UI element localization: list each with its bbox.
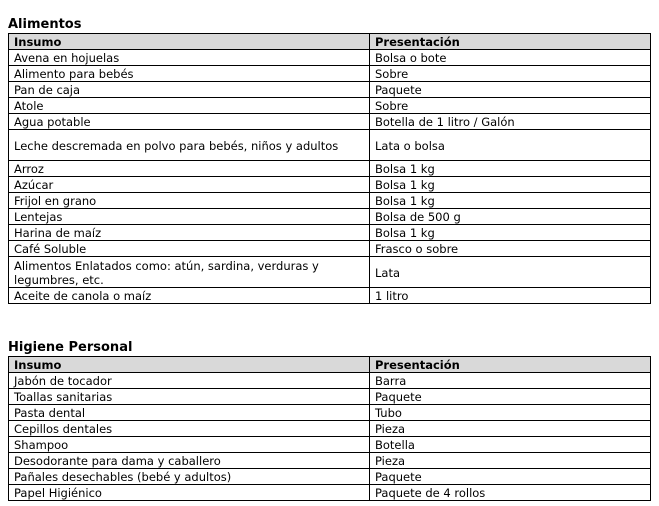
- presentacion-cell: Lata o bolsa: [370, 130, 651, 161]
- insumo-cell: Café Soluble: [9, 241, 370, 257]
- presentacion-cell: Bolsa 1 kg: [370, 193, 651, 209]
- insumo-cell: Cepillos dentales: [9, 421, 370, 437]
- insumo-cell: Shampoo: [9, 437, 370, 453]
- presentacion-cell: Frasco o sobre: [370, 241, 651, 257]
- insumo-cell: Pañales desechables (bebé y adultos): [9, 469, 370, 485]
- column-header-presentacion: Presentación: [370, 34, 651, 50]
- section-alimentos: [8, 17, 650, 304]
- insumo-cell: Papel Higiénico: [9, 485, 370, 501]
- table-row: [9, 98, 651, 114]
- insumo-cell: Toallas sanitarias: [9, 389, 370, 405]
- table-row: [9, 193, 651, 209]
- presentacion-cell: Sobre: [370, 98, 651, 114]
- insumo-cell: Avena en hojuelas: [9, 50, 370, 66]
- insumo-cell: Pasta dental: [9, 405, 370, 421]
- table-row: [9, 288, 651, 304]
- presentacion-cell: Tubo: [370, 405, 651, 421]
- presentacion-cell: Bolsa de 500 g: [370, 209, 651, 225]
- presentacion-cell: Bolsa o bote: [370, 50, 651, 66]
- insumo-cell: Aceite de canola o maíz: [9, 288, 370, 304]
- presentacion-cell: 1 litro: [370, 288, 651, 304]
- table-row: [9, 66, 651, 82]
- table-row: [9, 225, 651, 241]
- section-title: Higiene Personal: [8, 340, 133, 355]
- alimentos-table: [8, 33, 651, 304]
- table-row: [9, 437, 651, 453]
- presentacion-cell: Pieza: [370, 453, 651, 469]
- insumo-cell: Arroz: [9, 161, 370, 177]
- insumo-cell: Harina de maíz: [9, 225, 370, 241]
- table-row: [9, 82, 651, 98]
- presentacion-cell: Bolsa 1 kg: [370, 177, 651, 193]
- table-row: [9, 485, 651, 501]
- table-row: [9, 114, 651, 130]
- presentacion-cell: Paquete de 4 rollos: [370, 485, 651, 501]
- insumo-cell: Pan de caja: [9, 82, 370, 98]
- table-row: [9, 50, 651, 66]
- presentacion-cell: Botella: [370, 437, 651, 453]
- column-header-presentacion: Presentación: [370, 357, 651, 373]
- presentacion-cell: Bolsa 1 kg: [370, 225, 651, 241]
- presentacion-cell: Barra: [370, 373, 651, 389]
- table-row: [9, 453, 651, 469]
- presentacion-cell: Paquete: [370, 389, 651, 405]
- insumo-cell: Frijol en grano: [9, 193, 370, 209]
- insumo-cell: Lentejas: [9, 209, 370, 225]
- presentacion-cell: Botella de 1 litro / Galón: [370, 114, 651, 130]
- higiene-table: [8, 356, 651, 501]
- table-row: [9, 161, 651, 177]
- presentacion-cell: Paquete: [370, 82, 651, 98]
- presentacion-cell: Paquete: [370, 469, 651, 485]
- table-row: [9, 177, 651, 193]
- section-title: Alimentos: [8, 17, 82, 32]
- presentacion-cell: Sobre: [370, 66, 651, 82]
- column-header-insumo: Insumo: [9, 34, 370, 50]
- table-row: [9, 130, 651, 161]
- insumo-cell: Leche descremada en polvo para bebés, niños y adultos: [9, 130, 370, 161]
- insumo-cell: Alimento para bebés: [9, 66, 370, 82]
- insumo-cell: Alimentos Enlatados como: atún, sardina, verduras y legumbres, etc.: [9, 257, 370, 288]
- presentacion-cell: Bolsa 1 kg: [370, 161, 651, 177]
- insumo-cell: Agua potable: [9, 114, 370, 130]
- table-header-row: [9, 357, 651, 373]
- section-higiene-personal: [8, 340, 650, 501]
- table-row: [9, 209, 651, 225]
- insumo-cell: Desodorante para dama y caballero: [9, 453, 370, 469]
- presentacion-cell: Pieza: [370, 421, 651, 437]
- insumo-cell: Jabón de tocador: [9, 373, 370, 389]
- table-row: [9, 469, 651, 485]
- table-row: [9, 257, 651, 288]
- table-row: [9, 389, 651, 405]
- insumo-cell: Azúcar: [9, 177, 370, 193]
- column-header-insumo: Insumo: [9, 357, 370, 373]
- table-row: [9, 405, 651, 421]
- presentacion-cell: Lata: [370, 257, 651, 288]
- table-header-row: [9, 34, 651, 50]
- table-row: [9, 373, 651, 389]
- insumo-cell: Atole: [9, 98, 370, 114]
- table-row: [9, 421, 651, 437]
- table-row: [9, 241, 651, 257]
